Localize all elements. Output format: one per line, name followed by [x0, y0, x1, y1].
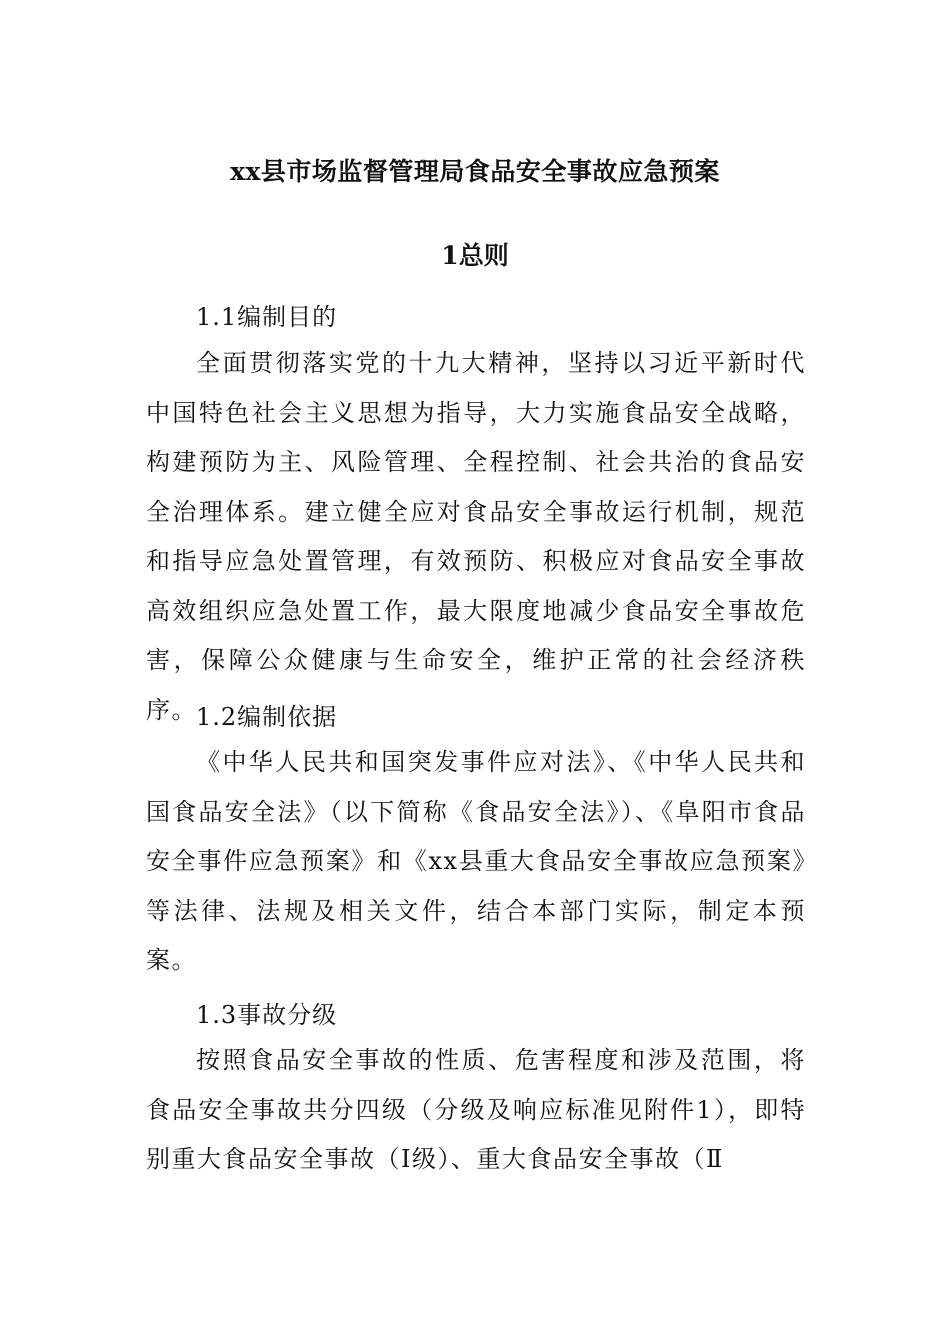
- section-paragraph-purpose: 全面贯彻落实党的十九大精神，坚持以习近平新时代中国特色社会主义思想为指导，大力实施食品安全战略，构建预防为主、风险管理、全程控制、社会共治的食品安全治理体系。建立健全应对食品安全事故运行机制，规范和指导应急处置管理，有效预防、积极应对食品安全事故高效组织应急处置工作，最大限度地减少食品安全事故危害，保障公众健康与生命安全，维护正常的社会经济秩序。: [146, 349, 806, 724]
- section-paragraph-basis: 《中华人民共和国突发事件应对法》、《中华人民共和国食品安全法》（以下简称《食品安全法》）、《阜阳市食品安全事件应急预案》和《xx县重大食品安全事故应急预案》等法律、法规及相关文件，结合本部门实际，制定本预案。: [146, 748, 806, 974]
- section-heading-basis: 1.2编制依据: [196, 703, 338, 731]
- document-title: xx县市场监督管理局食品安全事故应急预案: [230, 157, 720, 186]
- chapter-title: 1总则: [441, 241, 509, 270]
- section-paragraph-classification: 按照食品安全事故的性质、危害程度和涉及范围，将食品安全事故共分四级（分级及响应标准见附件1），即特别重大食品安全事故（Ⅰ级）、重大食品安全事故（Ⅱ: [146, 1046, 806, 1173]
- section-heading-purpose: 1.1编制目的: [196, 303, 338, 331]
- section-heading-classification: 1.3事故分级: [196, 1001, 338, 1029]
